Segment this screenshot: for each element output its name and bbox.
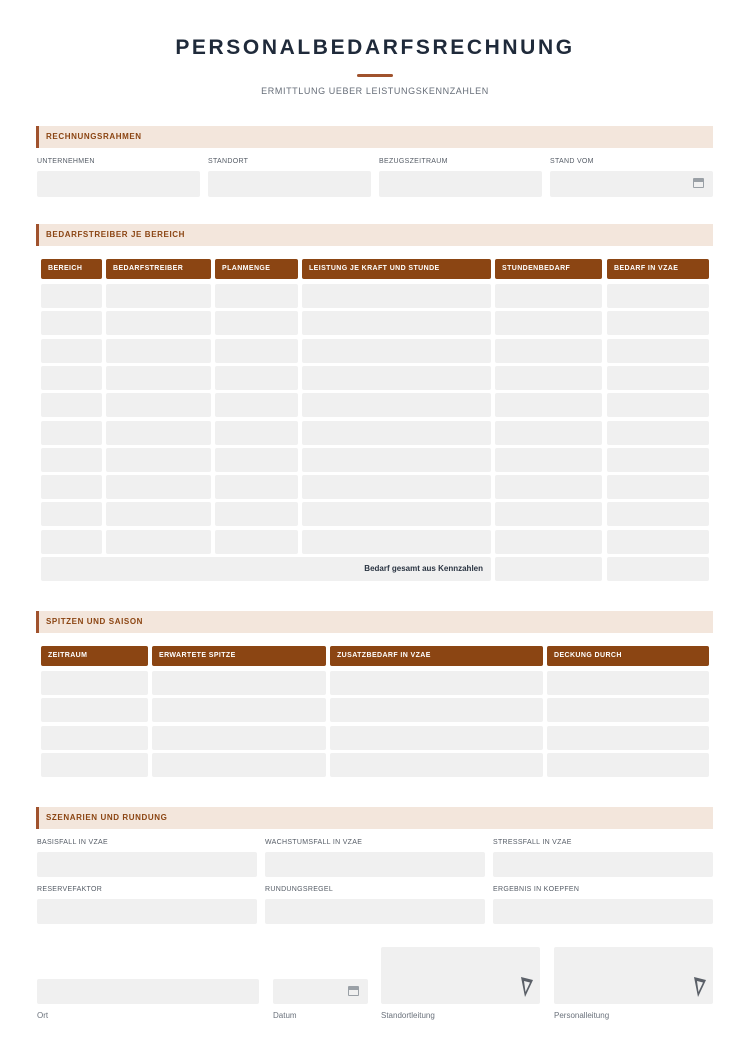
rundungsregel-input[interactable] [265, 899, 485, 924]
bedarf-table-cell[interactable] [495, 502, 602, 526]
bedarf-table-cell[interactable] [106, 311, 211, 335]
pen-icon [520, 976, 534, 998]
bedarf-table-cell[interactable] [495, 311, 602, 335]
spitzen-table-cell[interactable] [330, 671, 543, 695]
standort-input[interactable] [208, 171, 371, 197]
total-bedarf-vzae-cell[interactable] [607, 557, 709, 581]
col-leistung: LEISTUNG JE KRAFT UND STUNDE [302, 259, 491, 279]
wachstumsfall-input[interactable] [265, 852, 485, 877]
bedarf-table-cell[interactable] [495, 448, 602, 472]
label-bezugszeitraum: BEZUGSZEITRAUM [379, 158, 448, 165]
label-personalleitung: Personalleitung [554, 1011, 610, 1020]
bedarf-table-cell[interactable] [215, 448, 298, 472]
reservefaktor-input[interactable] [37, 899, 257, 924]
section-bedarfstreiber: BEDARFSTREIBER JE BEREICH [36, 224, 713, 246]
spitzen-table-cell[interactable] [330, 753, 543, 777]
col-planmenge: PLANMENGE [215, 259, 298, 279]
bedarf-table-cell[interactable] [607, 284, 709, 308]
bedarf-table-cell[interactable] [302, 284, 491, 308]
label-unternehmen: UNTERNEHMEN [37, 158, 95, 165]
bedarf-table-cell[interactable] [607, 475, 709, 499]
bedarf-table-cell[interactable] [41, 421, 102, 445]
label-ergebnis: ERGEBNIS IN KOEPFEN [493, 886, 580, 893]
bedarf-table-cell[interactable] [607, 421, 709, 445]
col-bedarfstreiber: BEDARFSTREIBER [106, 259, 211, 279]
total-label: Bedarf gesamt aus Kennzahlen [41, 557, 491, 581]
bedarf-table-cell[interactable] [41, 502, 102, 526]
bedarf-table-cell[interactable] [41, 339, 102, 363]
personalleitung-signature-box[interactable] [554, 947, 713, 1004]
col-bereich: BEREICH [41, 259, 102, 279]
basisfall-input[interactable] [37, 852, 257, 877]
label-stressfall: STRESSFALL IN VZAE [493, 839, 572, 846]
bedarf-table-cell[interactable] [41, 366, 102, 390]
bedarf-table-cell[interactable] [302, 393, 491, 417]
spitzen-table-cell[interactable] [41, 753, 148, 777]
bedarf-table-cell[interactable] [495, 284, 602, 308]
label-reservefaktor: RESERVEFAKTOR [37, 886, 103, 893]
calendar-icon[interactable] [348, 986, 359, 996]
bedarf-table-cell[interactable] [495, 475, 602, 499]
label-standort: STANDORT [208, 158, 249, 165]
stand-vom-date-input[interactable] [550, 171, 713, 197]
spitzen-table-cell[interactable] [547, 753, 709, 777]
bedarf-table-cell[interactable] [215, 339, 298, 363]
bedarf-table-cell[interactable] [607, 393, 709, 417]
spitzen-table-cell[interactable] [41, 671, 148, 695]
bedarf-table-cell[interactable] [302, 530, 491, 554]
label-standortleitung: Standortleitung [381, 1011, 435, 1020]
bedarf-table-cell[interactable] [215, 502, 298, 526]
bedarf-table-cell[interactable] [106, 448, 211, 472]
bedarf-table-cell[interactable] [106, 475, 211, 499]
bedarf-table-cell[interactable] [302, 311, 491, 335]
spitzen-table-cell[interactable] [152, 698, 326, 722]
total-stundenbedarf-cell[interactable] [495, 557, 602, 581]
bedarf-table-cell[interactable] [607, 448, 709, 472]
spitzen-table-cell[interactable] [41, 698, 148, 722]
label-rundungsregel: RUNDUNGSREGEL [265, 886, 334, 893]
bedarf-table-cell[interactable] [302, 502, 491, 526]
col-zeitraum: ZEITRAUM [41, 646, 148, 666]
bedarf-table-cell[interactable] [215, 421, 298, 445]
bedarf-table-cell[interactable] [495, 421, 602, 445]
bedarf-table-cell[interactable] [106, 421, 211, 445]
col-bedarf-vzae: BEDARF IN VZAE [607, 259, 709, 279]
ergebnis-input[interactable] [493, 899, 713, 924]
bedarf-table-cell[interactable] [41, 530, 102, 554]
bedarf-table-cell[interactable] [106, 284, 211, 308]
bedarf-table-cell[interactable] [302, 366, 491, 390]
standortleitung-signature-box[interactable] [381, 947, 540, 1004]
spitzen-table-cell[interactable] [547, 726, 709, 750]
section-spitzen: SPITZEN UND SAISON [36, 611, 713, 633]
section-rechnungsrahmen: RECHNUNGSRAHMEN [36, 126, 713, 148]
section-szenarien: SZENARIEN UND RUNDUNG [36, 807, 713, 829]
spitzen-table-cell[interactable] [330, 698, 543, 722]
bedarf-table-cell[interactable] [41, 393, 102, 417]
bedarf-table-cell[interactable] [215, 530, 298, 554]
bedarf-table-cell[interactable] [106, 339, 211, 363]
page-subtitle: ERMITTLUNG UEBER LEISTUNGSKENNZAHLEN [261, 86, 489, 96]
title-underline [357, 74, 393, 77]
bedarf-table-cell[interactable] [215, 475, 298, 499]
calendar-icon[interactable] [693, 178, 704, 188]
label-basisfall: BASISFALL IN VZAE [37, 839, 108, 846]
bedarf-table-cell[interactable] [106, 502, 211, 526]
bezugszeitraum-input[interactable] [379, 171, 542, 197]
spitzen-table-cell[interactable] [152, 753, 326, 777]
bedarf-table-cell[interactable] [41, 475, 102, 499]
spitzen-table-cell[interactable] [41, 726, 148, 750]
spitzen-table-cell[interactable] [547, 698, 709, 722]
bedarf-table-cell[interactable] [607, 366, 709, 390]
spitzen-table-cell[interactable] [152, 671, 326, 695]
bedarf-table-cell[interactable] [41, 448, 102, 472]
col-stundenbedarf: STUNDENBEDARF [495, 259, 602, 279]
spitzen-table-cell[interactable] [330, 726, 543, 750]
label-ort: Ort [37, 1011, 49, 1020]
bedarf-table-cell[interactable] [607, 311, 709, 335]
bedarf-table-cell[interactable] [106, 366, 211, 390]
bedarf-table-cell[interactable] [106, 530, 211, 554]
bedarf-table-cell[interactable] [607, 339, 709, 363]
unternehmen-input[interactable] [37, 171, 200, 197]
pen-icon [693, 976, 707, 998]
bedarf-table-cell[interactable] [607, 502, 709, 526]
bedarf-table-cell[interactable] [495, 530, 602, 554]
bedarf-table-cell[interactable] [495, 366, 602, 390]
bedarf-table-cell[interactable] [302, 448, 491, 472]
bedarf-table-cell[interactable] [215, 393, 298, 417]
bedarf-table-cell[interactable] [41, 284, 102, 308]
label-datum: Datum [273, 1011, 297, 1020]
label-wachstumsfall: WACHSTUMSFALL IN VZAE [265, 839, 363, 846]
col-erwartete-spitze: ERWARTETE SPITZE [152, 646, 326, 666]
bedarf-table-cell[interactable] [215, 284, 298, 308]
page-title: PERSONALBEDARFSRECHNUNG [175, 36, 575, 59]
bedarf-table-cell[interactable] [106, 393, 211, 417]
col-deckung: DECKUNG DURCH [547, 646, 709, 666]
bedarf-table-cell[interactable] [215, 366, 298, 390]
bedarf-table-cell[interactable] [41, 311, 102, 335]
bedarf-table-cell[interactable] [302, 421, 491, 445]
stressfall-input[interactable] [493, 852, 713, 877]
bedarf-table-cell[interactable] [495, 339, 602, 363]
bedarf-table-cell[interactable] [215, 311, 298, 335]
label-stand-vom: STAND VOM [550, 158, 594, 165]
bedarf-table-cell[interactable] [302, 339, 491, 363]
spitzen-table-cell[interactable] [152, 726, 326, 750]
bedarf-table-cell[interactable] [607, 530, 709, 554]
spitzen-table-cell[interactable] [547, 671, 709, 695]
bedarf-table-cell[interactable] [495, 393, 602, 417]
col-zusatzbedarf: ZUSATZBEDARF IN VZAE [330, 646, 543, 666]
ort-input[interactable] [37, 979, 259, 1004]
bedarf-table-cell[interactable] [302, 475, 491, 499]
